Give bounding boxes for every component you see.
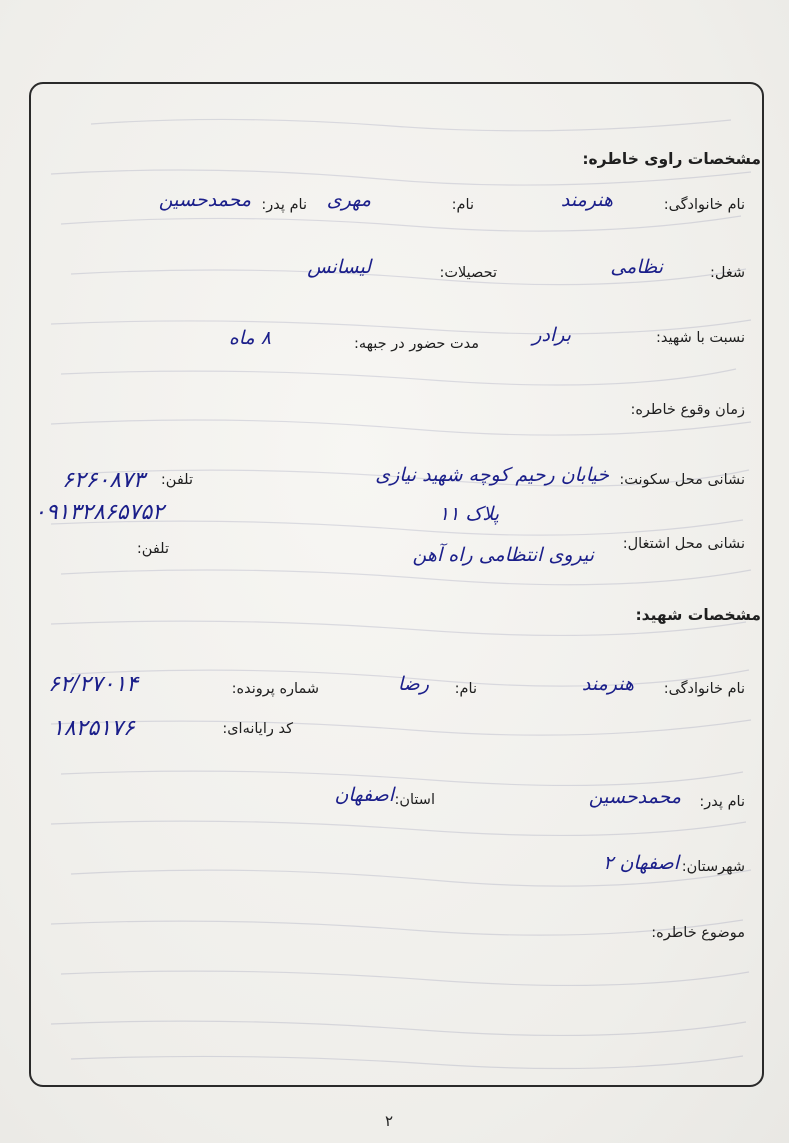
narrator-time-label: زمان وقوع خاطره: (630, 402, 745, 418)
home-address-value: خیابان رحیم کوچه شهید نیازی (375, 464, 609, 486)
home-phone-value-1: ۶۲۶۰۸۷۳ (62, 468, 145, 493)
memory-topic-label: موضوع خاطره: (651, 925, 745, 941)
martyr-name-value: رضا (397, 673, 429, 695)
page-number: ۲ (385, 1112, 394, 1130)
narrator-name-label: نام: (451, 197, 474, 213)
martyr-province-value: اصفهان (334, 784, 394, 806)
martyr-family-value: هنرمند (581, 673, 634, 695)
martyr-province-label: استان: (394, 792, 435, 808)
martyr-name-label: نام: (454, 681, 477, 697)
narrator-family-label: نام خانوادگی: (663, 197, 745, 213)
home-address-label: نشانی محل سکونت: (619, 472, 745, 488)
martyr-father-value: محمدحسین (588, 786, 681, 808)
narrator-father-value: محمدحسین (158, 189, 251, 211)
narrator-section-heading: مشخصات راوی خاطره: (582, 150, 761, 168)
martyr-computer-code-label: کد رایانه‌ای: (222, 721, 293, 737)
work-address-value: نیروی انتظامی راه آهن (412, 544, 594, 566)
narrator-education-value: لیسانس (307, 256, 371, 278)
home-address-line2: پلاک ۱۱ (438, 503, 499, 525)
martyr-computer-code-value: ۱۸۲۵۱۷۶ (52, 716, 135, 741)
narrator-father-label: نام پدر: (261, 197, 307, 213)
home-phone-value-2: ۰۹۱۳۲۸۶۵۷۵۲ (34, 500, 164, 525)
narrator-front-label: مدت حضور در جبهه: (353, 336, 479, 352)
work-address-label: نشانی محل اشتغال: (622, 536, 745, 552)
martyr-section-heading: مشخصات شهید: (635, 606, 761, 624)
martyr-father-label: نام پدر: (699, 794, 745, 810)
narrator-front-value: ۸ ماه (228, 327, 271, 349)
narrator-education-label: تحصیلات: (439, 265, 497, 281)
narrator-relation-value: برادر (532, 324, 571, 346)
martyr-file-value: ۶۲/۲۷۰۱۴ (48, 672, 139, 697)
narrator-family-value: هنرمند (560, 189, 613, 211)
home-phone-label: تلفن: (160, 472, 193, 488)
narrator-name-value: مهری (326, 189, 371, 211)
narrator-job-value: نظامی (610, 256, 663, 278)
martyr-city-value: اصفهان ۲ (603, 852, 679, 874)
martyr-family-label: نام خانوادگی: (663, 681, 745, 697)
work-phone-label: تلفن: (136, 541, 169, 557)
martyr-file-label: شماره پرونده: (231, 681, 319, 697)
martyr-city-label: شهرستان: (681, 859, 745, 875)
narrator-job-label: شغل: (709, 265, 745, 281)
narrator-relation-label: نسبت با شهید: (656, 330, 745, 346)
